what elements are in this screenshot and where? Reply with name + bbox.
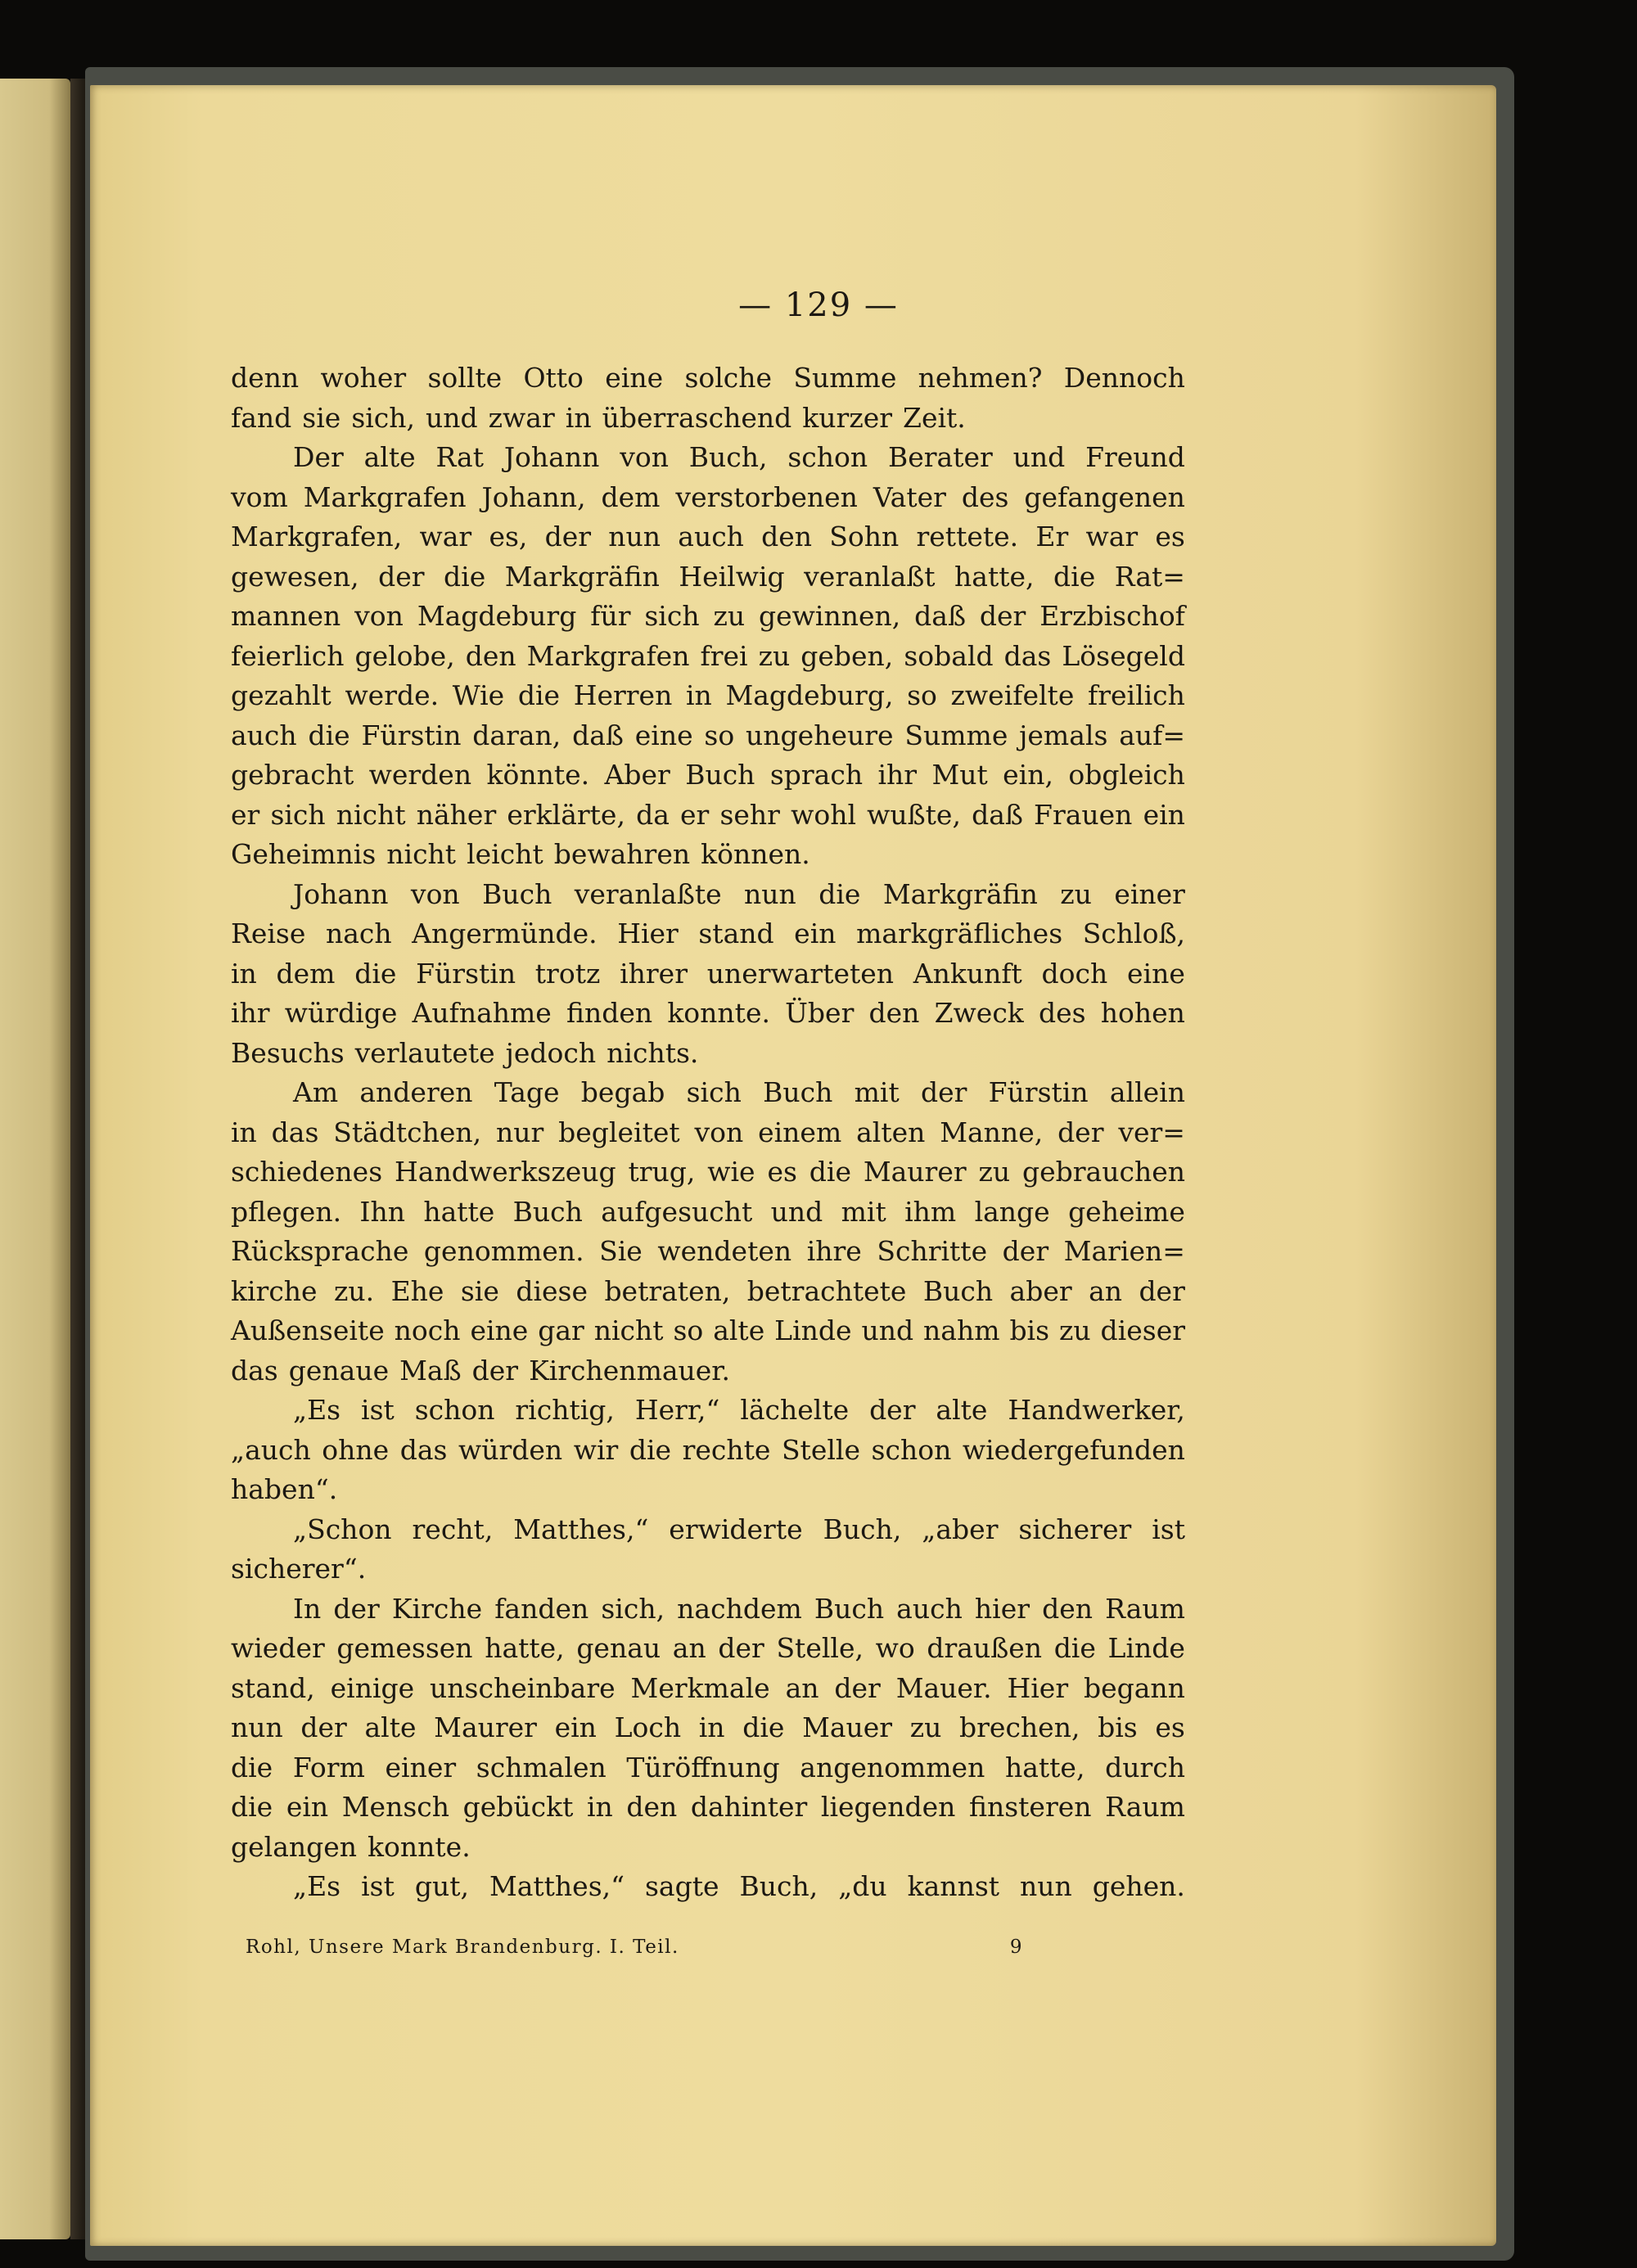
text-line: vom Markgrafen Johann, dem verstorbenen Vater des gefangenen [231, 480, 1185, 513]
text-line: Markgrafen, war es, der nun auch den Sohn rettete. Er war es [231, 521, 1185, 552]
text-line: das genaue Maß der Kirchenmauer. [231, 1354, 730, 1387]
text-line: Geheimnis nicht leicht bewahren können. [231, 838, 810, 870]
text-line: Am anderen Tage begab sich Buch mit der Fürstin allein [293, 1076, 1185, 1108]
text-line: „auch ohne das würden wir die rechte Stelle schon wiedergefunden [231, 1433, 1185, 1466]
text-line: gelangen konnte. [231, 1830, 471, 1863]
left-page-edge [0, 79, 70, 2239]
text-line: „Es ist gut, Matthes,“ sagte Buch, „du kannst nun gehen. [293, 1870, 1185, 1902]
text-line: Besuchs verlautete jedoch nichts. [231, 1036, 699, 1069]
text-line: gezahlt werde. Wie die Herren in Magdeburg, so zweifelte freilich [231, 679, 1185, 711]
text-line: Reise nach Angermünde. Hier stand ein markgräfliches Schloß, [231, 918, 1185, 949]
text-line: Der alte Rat Johann von Buch, schon Berater und Freund [293, 441, 1185, 473]
text-line: feierlich gelobe, den Markgrafen frei zu geben, sobald das Lösegeld [231, 639, 1185, 672]
text-line: in dem die Fürstin trotz ihrer unerwarteten Ankunft doch eine [231, 957, 1185, 990]
text-line: In der Kirche fanden sich, nachdem Buch auch hier den Raum [293, 1592, 1185, 1625]
text-line: Johann von Buch veranlaßte nun die Markgräfin zu einer [293, 877, 1185, 910]
page-number: — 129 — [738, 286, 899, 324]
text-line: pflegen. Ihn hatte Buch aufgesucht und mit ihm lange geheime [231, 1195, 1185, 1228]
text-line: stand, einige unscheinbare Merkmale an der Mauer. Hier begann [231, 1671, 1185, 1704]
text-line: kirche zu. Ehe sie diese betraten, betrachtete Buch aber an der [231, 1274, 1185, 1307]
page-footer [246, 1937, 1023, 1958]
text-line: „Schon recht, Matthes,“ erwiderte Buch, „aber sicherer ist [293, 1513, 1185, 1545]
text-line: fand sie sich, und zwar in überraschend kurzer Zeit. [231, 401, 966, 434]
text-line: gebracht werden könnte. Aber Buch sprach ihr Mut ein, obgleich [231, 759, 1185, 791]
text-line: er sich nicht näher erklärte, da er sehr wohl wußte, daß Frauen ein [231, 798, 1185, 831]
text-line: schiedenes Handwerkszeug trug, wie es die Maurer zu gebrauchen [231, 1156, 1185, 1188]
text-line: in das Städtchen, nur begleitet von einem alten Manne, der ver= [231, 1116, 1185, 1148]
text-line: haben“. [231, 1473, 338, 1505]
text-line: die Form einer schmalen Türöffnung angenommen hatte, durch [231, 1751, 1185, 1783]
text-line: nun der alte Maurer ein Loch in die Mauer zu brechen, bis es [231, 1711, 1185, 1743]
footer-signature: Rohl, Unsere Mark Brandenburg. I. Teil. [246, 1937, 679, 1958]
text-line: sicherer“. [231, 1553, 367, 1585]
text-line: mannen von Magdeburg für sich zu gewinnen, daß der Erzbischof [231, 600, 1185, 632]
text-line: denn woher sollte Otto eine solche Summe nehmen? Dennoch [231, 362, 1185, 394]
page-body [231, 358, 1185, 1907]
book-gutter [70, 79, 87, 2239]
footer-sheet-number: 9 [1009, 1937, 1023, 1958]
text-line: ihr würdige Aufnahme finden konnte. Über den Zweck des hohen [231, 997, 1185, 1029]
text-line: auch die Fürstin daran, daß eine so ungeheure Summe jemals auf= [231, 719, 1185, 751]
text-line: die ein Mensch gebückt in den dahinter liegenden finsteren Raum [231, 1791, 1185, 1823]
text-line: „Es ist schon richtig, Herr,“ lächelte der alte Handwerker, [293, 1394, 1185, 1426]
text-line: wieder gemessen hatte, genau an der Stelle, wo draußen die Linde [231, 1632, 1185, 1664]
text-line: Außenseite noch eine gar nicht so alte Linde und nahm bis zu dieser [231, 1314, 1185, 1346]
text-line: gewesen, der die Markgräfin Heilwig veranlaßt hatte, die Rat= [231, 560, 1185, 593]
text-line: Rücksprache genommen. Sie wendeten ihre Schritte der Marien= [231, 1235, 1185, 1267]
